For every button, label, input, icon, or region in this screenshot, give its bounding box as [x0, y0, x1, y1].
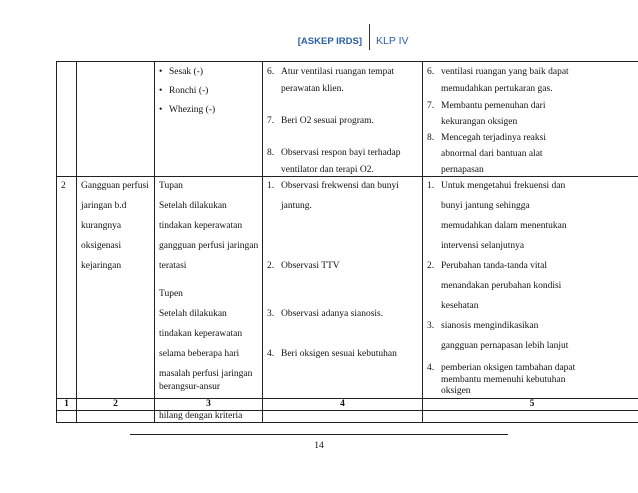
list-item: 8. Mencegah terjadinya reaksi — [427, 133, 546, 143]
list-item: jantung. — [281, 201, 312, 211]
diagnosis-line: kejaringan — [81, 261, 122, 271]
table-cell — [57, 411, 77, 423]
list-item: 4. pemberian oksigen tambahan dapat — [427, 363, 576, 373]
list-item: menandakan perubahan kondisi — [441, 281, 562, 291]
page-number: 14 — [314, 441, 324, 451]
list-item: 2. Perubahan tanda-tanda vital — [427, 261, 548, 271]
goal-line: masalah perfusi jaringan — [159, 369, 253, 379]
table-cell — [263, 411, 423, 423]
table-cell — [155, 411, 263, 423]
list-item: 6. Atur ventilasi ruangan tempat — [267, 67, 395, 77]
diagnosis-line: kurangnya — [81, 221, 122, 231]
list-item: oksigen — [441, 386, 471, 396]
goal-line: selama beberapa hari — [159, 349, 240, 359]
list-item: 1. Untuk mengetahui frekuensi dan — [427, 181, 566, 191]
column-number: 1 — [57, 399, 77, 411]
table-row — [57, 411, 638, 423]
table-cell — [423, 62, 638, 177]
goal-line: gangguan perfusi jaringan — [159, 241, 259, 251]
footer-rule — [130, 434, 508, 435]
goal-line: tindakan keperawatan — [159, 329, 243, 339]
table-cell — [155, 62, 263, 177]
nursing-care-table — [56, 61, 638, 423]
list-item: 8. Observasi respon bayi terhadap — [267, 148, 401, 158]
bullet-icon: • — [159, 67, 163, 77]
column-number: 3 — [155, 399, 263, 411]
goal-line: hilang dengan kriteria — [159, 411, 243, 421]
column-number: 4 — [263, 399, 423, 411]
header-title: [ASKEP IRDS] — [297, 36, 362, 47]
goal-line: Setelah dilakukan — [159, 309, 227, 319]
list-item: • Sesak (-) — [159, 67, 204, 77]
table-row — [57, 177, 638, 399]
list-item: bunyi jantung sehingga — [441, 201, 530, 211]
table-cell — [57, 62, 77, 177]
list-item: 1. Observasi frekwensi dan bunyi — [267, 181, 399, 191]
table-cell — [57, 177, 77, 399]
table-cell — [423, 411, 638, 423]
list-item: • Ronchi (-) — [159, 86, 209, 96]
bullet-icon: • — [159, 105, 163, 115]
goal-line: teratasi — [159, 261, 187, 271]
diagnosis-line: oksigenasi — [81, 241, 122, 251]
table-cell — [263, 62, 423, 177]
goal-line: Setelah dilakukan — [159, 201, 227, 211]
bullet-icon: • — [159, 86, 163, 96]
list-item: gangguan pernapasan lebih lanjut — [441, 341, 569, 351]
list-item: • Whezing (-) — [159, 105, 216, 115]
goal-line: tindakan keperawatan — [159, 221, 243, 231]
goal-line: berangsur-ansur — [159, 382, 221, 392]
table-cell — [77, 411, 155, 423]
list-item: memudahkan pertukaran gas. — [441, 84, 553, 94]
list-item: intervensi selanjutnya — [441, 241, 525, 251]
list-item: memudahkan dalam menentukan — [441, 221, 567, 231]
header-divider — [369, 24, 370, 50]
list-item: perawatan klien. — [281, 84, 344, 94]
diagnosis-line: Gangguan perfusi — [81, 181, 149, 191]
list-item: 4. Beri oksigen sesuai kebutuhan — [267, 349, 397, 359]
list-item: 3. Observasi adanya sianosis. — [267, 309, 384, 319]
column-number-row — [57, 399, 638, 411]
list-item: kekurangan oksigen — [441, 117, 518, 127]
list-item: 7. Beri O2 sesuai program. — [267, 116, 374, 126]
page-header — [0, 32, 638, 56]
list-item: 2. Observasi TTV — [267, 261, 340, 271]
list-item: pernapasan — [441, 165, 484, 175]
table-cell — [423, 177, 638, 399]
list-item: 6. ventilasi ruangan yang baik dapat — [427, 67, 569, 77]
diagnosis-line: jaringan b.d — [81, 201, 127, 211]
goal-line: Tupan — [159, 181, 183, 191]
list-item: ventilator dan terapi O2. — [281, 165, 374, 175]
column-number: 5 — [423, 399, 638, 411]
list-item: membantu memenuhi kebutuhan — [441, 375, 566, 385]
list-item: kesehatan — [441, 301, 479, 311]
row-number: 2 — [61, 181, 66, 191]
table-row — [57, 62, 638, 177]
table-cell — [77, 62, 155, 177]
list-item: 3. sianosis mengindikasikan — [427, 321, 539, 331]
column-number: 2 — [77, 399, 155, 411]
list-item: abnormal dari bantuan alat — [441, 149, 543, 159]
header-group: KLP IV — [376, 35, 409, 47]
table-cell — [263, 177, 423, 399]
list-item: 7. Membantu pemenuhan dari — [427, 101, 546, 111]
table-cell — [155, 177, 263, 399]
goal-line: Tupen — [159, 289, 183, 299]
table-cell — [77, 177, 155, 399]
